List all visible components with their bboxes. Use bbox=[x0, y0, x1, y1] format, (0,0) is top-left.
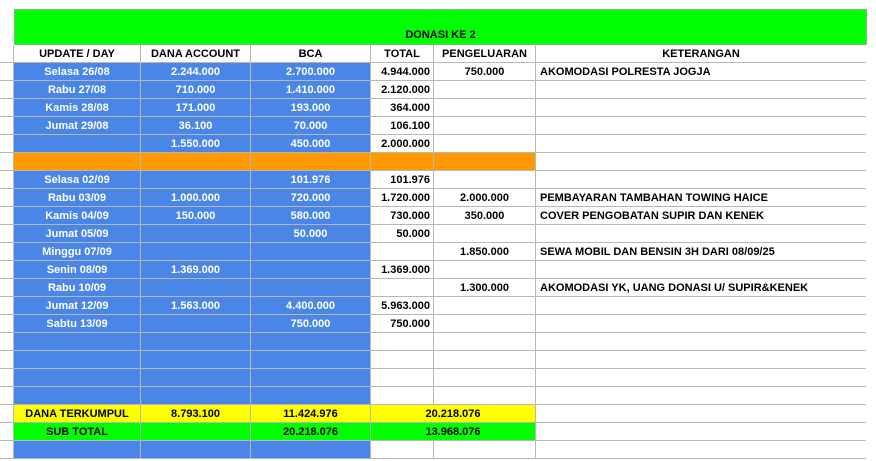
grid-cell[interactable] bbox=[434, 441, 536, 459]
cell-keluar[interactable] bbox=[434, 117, 536, 135]
cell-ket[interactable] bbox=[536, 297, 866, 315]
cell-dana[interactable]: 1.000.000 bbox=[141, 189, 251, 207]
table-row bbox=[0, 279, 876, 297]
cell-dana[interactable] bbox=[141, 351, 251, 369]
collected-dana[interactable]: 8.793.100 bbox=[141, 405, 251, 423]
cell-ket[interactable] bbox=[536, 117, 866, 135]
cell-ket[interactable]: AKOMODASI YK, UANG DONASI U/ SUPIR&KENEK bbox=[536, 279, 866, 297]
grid-cell[interactable] bbox=[536, 423, 866, 441]
cell-keluar[interactable] bbox=[434, 315, 536, 333]
row-gutter-cell[interactable] bbox=[0, 261, 14, 279]
cell-keluar[interactable] bbox=[434, 333, 536, 351]
table-row bbox=[0, 189, 876, 207]
cell-total[interactable] bbox=[371, 333, 434, 351]
cell-bca[interactable]: 101.976 bbox=[251, 171, 371, 189]
cell-bca[interactable]: 4.400.000 bbox=[251, 297, 371, 315]
row-gutter-cell[interactable] bbox=[0, 297, 14, 315]
cell-keluar[interactable] bbox=[434, 225, 536, 243]
cell-total[interactable]: 364.000 bbox=[371, 99, 434, 117]
table-row bbox=[0, 315, 876, 333]
table-row bbox=[0, 171, 876, 189]
table-row bbox=[0, 81, 876, 99]
cell-keluar[interactable] bbox=[434, 351, 536, 369]
cell-bca[interactable] bbox=[251, 387, 371, 405]
cell-total[interactable]: 750.000 bbox=[371, 315, 434, 333]
row-gutter-cell[interactable] bbox=[0, 99, 14, 117]
cell-ket[interactable] bbox=[536, 333, 866, 351]
collected-bca[interactable]: 11.424.976 bbox=[251, 405, 371, 423]
subtotal-dana[interactable] bbox=[141, 423, 251, 441]
cell-bca[interactable]: 720.000 bbox=[251, 189, 371, 207]
summary-subtotal-row bbox=[0, 423, 876, 441]
cell-day[interactable]: Jumat 12/09 bbox=[14, 297, 141, 315]
grid-cell[interactable] bbox=[371, 153, 434, 171]
row-gutter-cell[interactable] bbox=[0, 315, 14, 333]
row-gutter-cell[interactable] bbox=[0, 423, 14, 441]
cell-dana[interactable]: 36.100 bbox=[141, 117, 251, 135]
grid-cell[interactable] bbox=[371, 441, 434, 459]
row-gutter-cell[interactable] bbox=[0, 117, 14, 135]
collected-label[interactable]: DANA TERKUMPUL bbox=[14, 405, 141, 423]
cell-keluar[interactable] bbox=[434, 171, 536, 189]
cell-day[interactable] bbox=[14, 387, 141, 405]
row-gutter-cell[interactable] bbox=[0, 279, 14, 297]
row-gutter-cell[interactable] bbox=[0, 81, 14, 99]
cell-total[interactable]: 1.369.000 bbox=[371, 261, 434, 279]
cell-total[interactable]: 106.100 bbox=[371, 117, 434, 135]
row-gutter-cell[interactable] bbox=[0, 351, 14, 369]
row-gutter-cell[interactable] bbox=[0, 243, 14, 261]
cell-day[interactable]: Senin 08/09 bbox=[14, 261, 141, 279]
cell-ket[interactable] bbox=[536, 261, 866, 279]
cell-day[interactable]: Jumat 29/08 bbox=[14, 117, 141, 135]
row-gutter-cell[interactable] bbox=[0, 369, 14, 387]
cell-ket[interactable] bbox=[536, 99, 866, 117]
row-gutter-cell[interactable] bbox=[0, 171, 14, 189]
cell-day[interactable] bbox=[14, 135, 141, 153]
cell-total[interactable]: 50.000 bbox=[371, 225, 434, 243]
cell-ket[interactable]: SEWA MOBIL DAN BENSIN 3H DARI 08/09/25 bbox=[536, 243, 866, 261]
collected-total[interactable]: 20.218.076 bbox=[371, 405, 536, 423]
cell-bca[interactable]: 50.000 bbox=[251, 225, 371, 243]
grid-cell[interactable] bbox=[141, 441, 251, 459]
cell-keluar[interactable]: 2.000.000 bbox=[434, 189, 536, 207]
cell-keluar[interactable]: 750.000 bbox=[434, 63, 536, 81]
cell-day[interactable]: Rabu 27/08 bbox=[14, 81, 141, 99]
cell-keluar[interactable]: 350.000 bbox=[434, 207, 536, 225]
row-gutter-cell[interactable] bbox=[0, 405, 14, 423]
cell-keluar[interactable] bbox=[434, 261, 536, 279]
cell-ket[interactable] bbox=[536, 351, 866, 369]
sheet-title: DONASI KE 2 bbox=[405, 29, 476, 41]
row-gutter-cell[interactable] bbox=[0, 225, 14, 243]
cell-dana[interactable] bbox=[141, 243, 251, 261]
cell-bca[interactable] bbox=[251, 279, 371, 297]
cell-bca[interactable]: 450.000 bbox=[251, 135, 371, 153]
table-row bbox=[0, 351, 876, 369]
cell-total[interactable]: 2.120.000 bbox=[371, 81, 434, 99]
cell-ket[interactable]: COVER PENGOBATAN SUPIR DAN KENEK bbox=[536, 207, 866, 225]
cell-ket[interactable] bbox=[536, 369, 866, 387]
cell-dana[interactable]: 171.000 bbox=[141, 99, 251, 117]
cell-keluar[interactable]: 1.850.000 bbox=[434, 243, 536, 261]
cell-keluar[interactable] bbox=[434, 297, 536, 315]
cell-ket[interactable] bbox=[536, 225, 866, 243]
cell-bca[interactable] bbox=[251, 333, 371, 351]
cell-bca[interactable]: 2.700.000 bbox=[251, 63, 371, 81]
table-row bbox=[0, 243, 876, 261]
table-row bbox=[0, 369, 876, 387]
cell-day[interactable] bbox=[14, 333, 141, 351]
cell-bca[interactable] bbox=[251, 261, 371, 279]
table-row bbox=[0, 225, 876, 243]
cell-dana[interactable]: 1.369.000 bbox=[141, 261, 251, 279]
column-header[interactable]: TOTAL bbox=[371, 45, 434, 63]
grid-cell[interactable] bbox=[536, 441, 866, 459]
row-gutter-cell[interactable] bbox=[0, 189, 14, 207]
cell-total[interactable]: 101.976 bbox=[371, 171, 434, 189]
cell-bca[interactable]: 750.000 bbox=[251, 315, 371, 333]
cell-ket[interactable] bbox=[536, 135, 866, 153]
row-gutter-cell[interactable] bbox=[0, 135, 14, 153]
cell-bca[interactable] bbox=[251, 351, 371, 369]
cell-day[interactable]: Selasa 26/08 bbox=[14, 63, 141, 81]
cell-bca[interactable]: 1.410.000 bbox=[251, 81, 371, 99]
cell-total[interactable] bbox=[371, 369, 434, 387]
cell-day[interactable]: Jumat 05/09 bbox=[14, 225, 141, 243]
row-gutter-cell[interactable] bbox=[0, 153, 14, 171]
separator-row bbox=[0, 153, 876, 171]
table-row bbox=[0, 387, 876, 405]
cell-total[interactable] bbox=[371, 387, 434, 405]
cell-bca[interactable]: 70.000 bbox=[251, 117, 371, 135]
grid-cell[interactable] bbox=[14, 153, 141, 171]
table-row bbox=[0, 261, 876, 279]
row-gutter-cell[interactable] bbox=[0, 63, 14, 81]
cell-bca[interactable]: 580.000 bbox=[251, 207, 371, 225]
cell-ket[interactable] bbox=[536, 81, 866, 99]
row-gutter-cell[interactable] bbox=[0, 207, 14, 225]
table-row bbox=[0, 99, 876, 117]
cell-total[interactable]: 4.944.000 bbox=[371, 63, 434, 81]
cell-total[interactable] bbox=[371, 279, 434, 297]
cell-bca[interactable] bbox=[251, 369, 371, 387]
summary-collected-row bbox=[0, 405, 876, 423]
cell-ket[interactable] bbox=[536, 171, 866, 189]
cell-day[interactable] bbox=[14, 369, 141, 387]
subtotal-total[interactable]: 13.968.076 bbox=[371, 423, 536, 441]
grid-cell[interactable] bbox=[536, 405, 866, 423]
table-row bbox=[0, 117, 876, 135]
row-gutter-cell[interactable] bbox=[0, 387, 14, 405]
row-gutter-cell[interactable] bbox=[0, 441, 14, 459]
cell-day[interactable]: Kamis 04/09 bbox=[14, 207, 141, 225]
cell-total[interactable]: 1.720.000 bbox=[371, 189, 434, 207]
cell-keluar[interactable] bbox=[434, 99, 536, 117]
cell-keluar[interactable] bbox=[434, 135, 536, 153]
cell-dana[interactable] bbox=[141, 387, 251, 405]
table-row bbox=[0, 333, 876, 351]
cell-total[interactable] bbox=[371, 351, 434, 369]
cell-day[interactable] bbox=[14, 351, 141, 369]
table-row bbox=[0, 63, 876, 81]
cell-bca[interactable]: 193.000 bbox=[251, 99, 371, 117]
cell-dana[interactable]: 710.000 bbox=[141, 81, 251, 99]
cell-dana[interactable] bbox=[141, 171, 251, 189]
cell-keluar[interactable]: 1.300.000 bbox=[434, 279, 536, 297]
cell-ket[interactable]: AKOMODASI POLRESTA JOGJA bbox=[536, 63, 866, 81]
cell-dana[interactable] bbox=[141, 315, 251, 333]
table-row bbox=[0, 207, 876, 225]
row-gutter-cell[interactable] bbox=[0, 333, 14, 351]
cell-dana[interactable]: 150.000 bbox=[141, 207, 251, 225]
grid-cell[interactable] bbox=[141, 153, 251, 171]
cell-keluar[interactable] bbox=[434, 81, 536, 99]
row-gutter-cell[interactable] bbox=[0, 45, 14, 63]
cell-total[interactable] bbox=[371, 243, 434, 261]
column-header[interactable]: BCA bbox=[251, 45, 371, 63]
cell-dana[interactable] bbox=[141, 279, 251, 297]
cell-total[interactable]: 5.963.000 bbox=[371, 297, 434, 315]
cell-bca[interactable] bbox=[251, 243, 371, 261]
cell-day[interactable]: Rabu 03/09 bbox=[14, 189, 141, 207]
grid-cell[interactable] bbox=[251, 153, 371, 171]
cell-ket[interactable] bbox=[536, 387, 866, 405]
grid-cell[interactable] bbox=[14, 441, 141, 459]
cell-ket[interactable] bbox=[536, 315, 866, 333]
cell-day[interactable]: Selasa 02/09 bbox=[14, 171, 141, 189]
cell-dana[interactable] bbox=[141, 225, 251, 243]
header-row bbox=[0, 45, 876, 63]
table-row bbox=[0, 297, 876, 315]
grid-cell[interactable] bbox=[434, 153, 536, 171]
table-row-bottom bbox=[0, 441, 876, 459]
cell-day[interactable]: Rabu 10/09 bbox=[14, 279, 141, 297]
cell-dana[interactable]: 1.550.000 bbox=[141, 135, 251, 153]
cell-day[interactable]: Sabtu 13/09 bbox=[14, 315, 141, 333]
sheet-title-banner[interactable] bbox=[14, 9, 867, 45]
table-row bbox=[0, 135, 876, 153]
cell-keluar[interactable] bbox=[434, 387, 536, 405]
column-header[interactable]: UPDATE / DAY bbox=[14, 45, 141, 63]
grid-cell[interactable] bbox=[251, 441, 371, 459]
cell-day[interactable]: Kamis 28/08 bbox=[14, 99, 141, 117]
subtotal-bca[interactable]: 20.218.076 bbox=[251, 423, 371, 441]
cell-dana[interactable] bbox=[141, 333, 251, 351]
cell-dana[interactable] bbox=[141, 369, 251, 387]
cell-keluar[interactable] bbox=[434, 369, 536, 387]
column-header[interactable]: PENGELUARAN bbox=[434, 45, 536, 63]
column-header[interactable]: KETERANGAN bbox=[536, 45, 866, 63]
cell-dana[interactable]: 1.563.000 bbox=[141, 297, 251, 315]
cell-ket[interactable]: PEMBAYARAN TAMBAHAN TOWING HAICE bbox=[536, 189, 866, 207]
cell-dana[interactable]: 2.244.000 bbox=[141, 63, 251, 81]
cell-day[interactable]: Minggu 07/09 bbox=[14, 243, 141, 261]
cell-total[interactable]: 730.000 bbox=[371, 207, 434, 225]
subtotal-label[interactable]: SUB TOTAL bbox=[14, 423, 141, 441]
cell-total[interactable]: 2.000.000 bbox=[371, 135, 434, 153]
column-header[interactable]: DANA ACCOUNT bbox=[141, 45, 251, 63]
grid-cell[interactable] bbox=[536, 153, 866, 171]
